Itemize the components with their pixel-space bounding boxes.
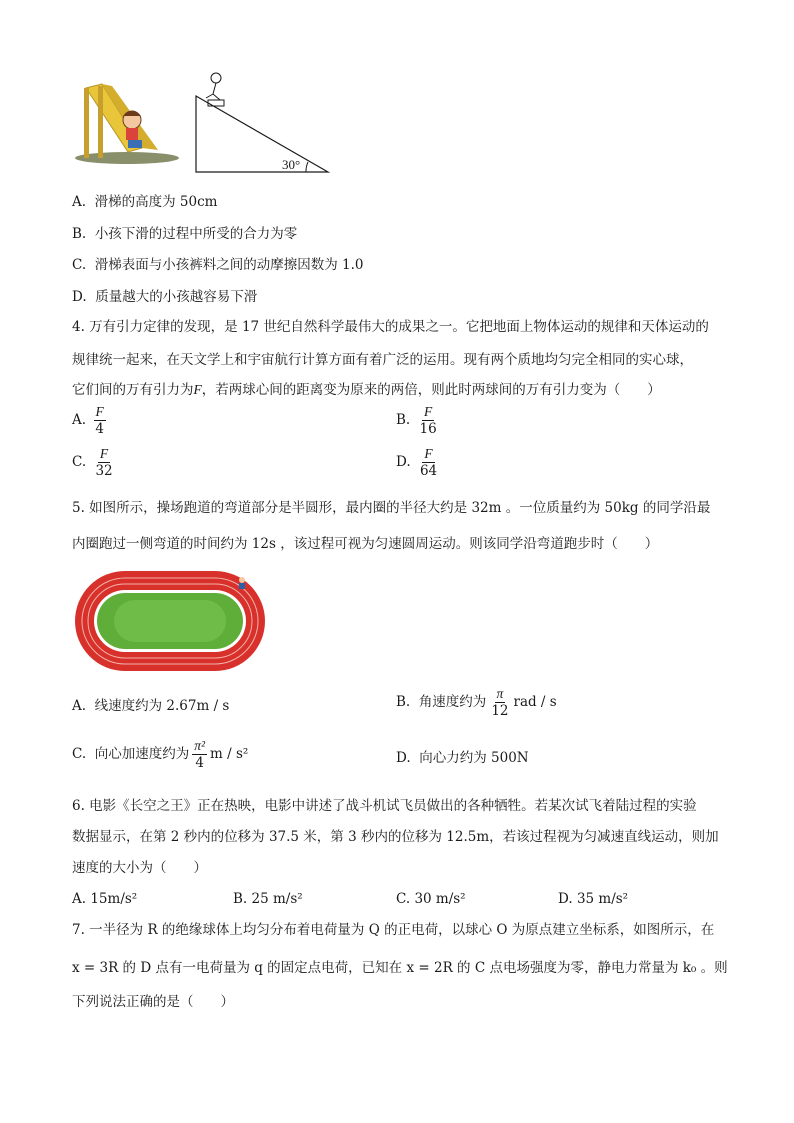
q7-stem-line2: x = 3R 的 D 点有一电荷量为 q 的固定点电荷，已知在 x = 2R 的 C 点电场强度为零，静电力常量为 k₀ 。则 (72, 960, 728, 976)
q3-option-a: A. 滑梯的高度为 50cm (72, 194, 218, 210)
q4-option-d: D. $\frac{F}{64}$ (396, 446, 438, 479)
q6-option-c: C. 30 m/s² (396, 891, 466, 907)
q6-stem-line3: 速度的大小为（ ） (72, 860, 207, 876)
q3-option-b: B. 小孩下滑的过程中所受的合力为零 (72, 226, 298, 242)
q5-option-b: B. 角速度约为 $\frac{\pi}{12}$ rad / s (396, 686, 557, 719)
q3-option-c: C. 滑梯表面与小孩裤料之间的动摩擦因数为 1.0 (72, 257, 364, 273)
q6-option-b: B. 25 m/s² (233, 891, 303, 907)
q5-option-c: C. 向心加速度约为 $\frac{\text{π²}}{4}$ m / s² (72, 738, 249, 771)
q7-stem-line1: 7. 一半径为 R 的绝缘球体上均匀分布着电荷量为 Q 的正电荷，以球心 O 为原点建立坐标系，如图所示，在 (72, 922, 715, 938)
q6-stem-line2: 数据显示，在第 2 秒内的位移为 37.5 米，第 3 秒内的位移为 12.5m，若该过程视为匀减速直线运动，则加 (72, 829, 719, 845)
q5-option-a: A. 线速度约为 2.67m / s (72, 698, 230, 714)
q6-stem-line1: 6. 电影《长空之王》正在热映，电影中讲述了战斗机试飞员做出的各种牺牲。若某次试飞着陆过程的实验 (72, 798, 697, 814)
q4-stem-line2: 规律统一起来，在天文学上和宇宙航行计算方面有着广泛的运用。现有两个质地均匀完全相同的实心球， (72, 352, 693, 368)
q4-stem-line3: 它们间的万有引力为F，若两球心间的距离变为原来的两倍，则此时两球间的万有引力变为（ ） (72, 382, 661, 398)
q4-option-b: B. $\frac{F}{16}$ (396, 404, 437, 437)
q5-stem-line1: 5. 如图所示，操场跑道的弯道部分是半圆形，最内圈的半径大约是 32m 。一位质量约为 50kg 的同学沿最 (72, 500, 711, 516)
incline-diagram (190, 70, 335, 176)
q7-stem-line3: 下列说法正确的是（ ） (72, 994, 234, 1010)
angle-label: 30° (282, 157, 301, 172)
q6-option-a: A. 15m/s² (72, 891, 138, 907)
q4-stem-line1: 4. 万有引力定律的发现，是 17 世纪自然科学最伟大的成果之一。它把地面上物体运动的规律和天体运动的 (72, 319, 709, 335)
q3-option-d: D. 质量越大的小孩越容易下滑 (72, 289, 258, 305)
q4-option-a: A. $\frac{F}{4}$ (72, 404, 104, 437)
running-track-image (74, 570, 266, 672)
slide-photo (72, 78, 182, 168)
q6-option-d: D. 35 m/s² (558, 891, 629, 907)
q5-stem-line2: 内圈跑过一侧弯道的时间约为 12s ，该过程可视为匀速圆周运动。则该同学沿弯道跑步时（ ） (72, 536, 659, 552)
q5-option-d: D. 向心力约为 500N (396, 750, 529, 766)
q4-option-c: C. $\frac{F}{32}$ (72, 446, 113, 479)
